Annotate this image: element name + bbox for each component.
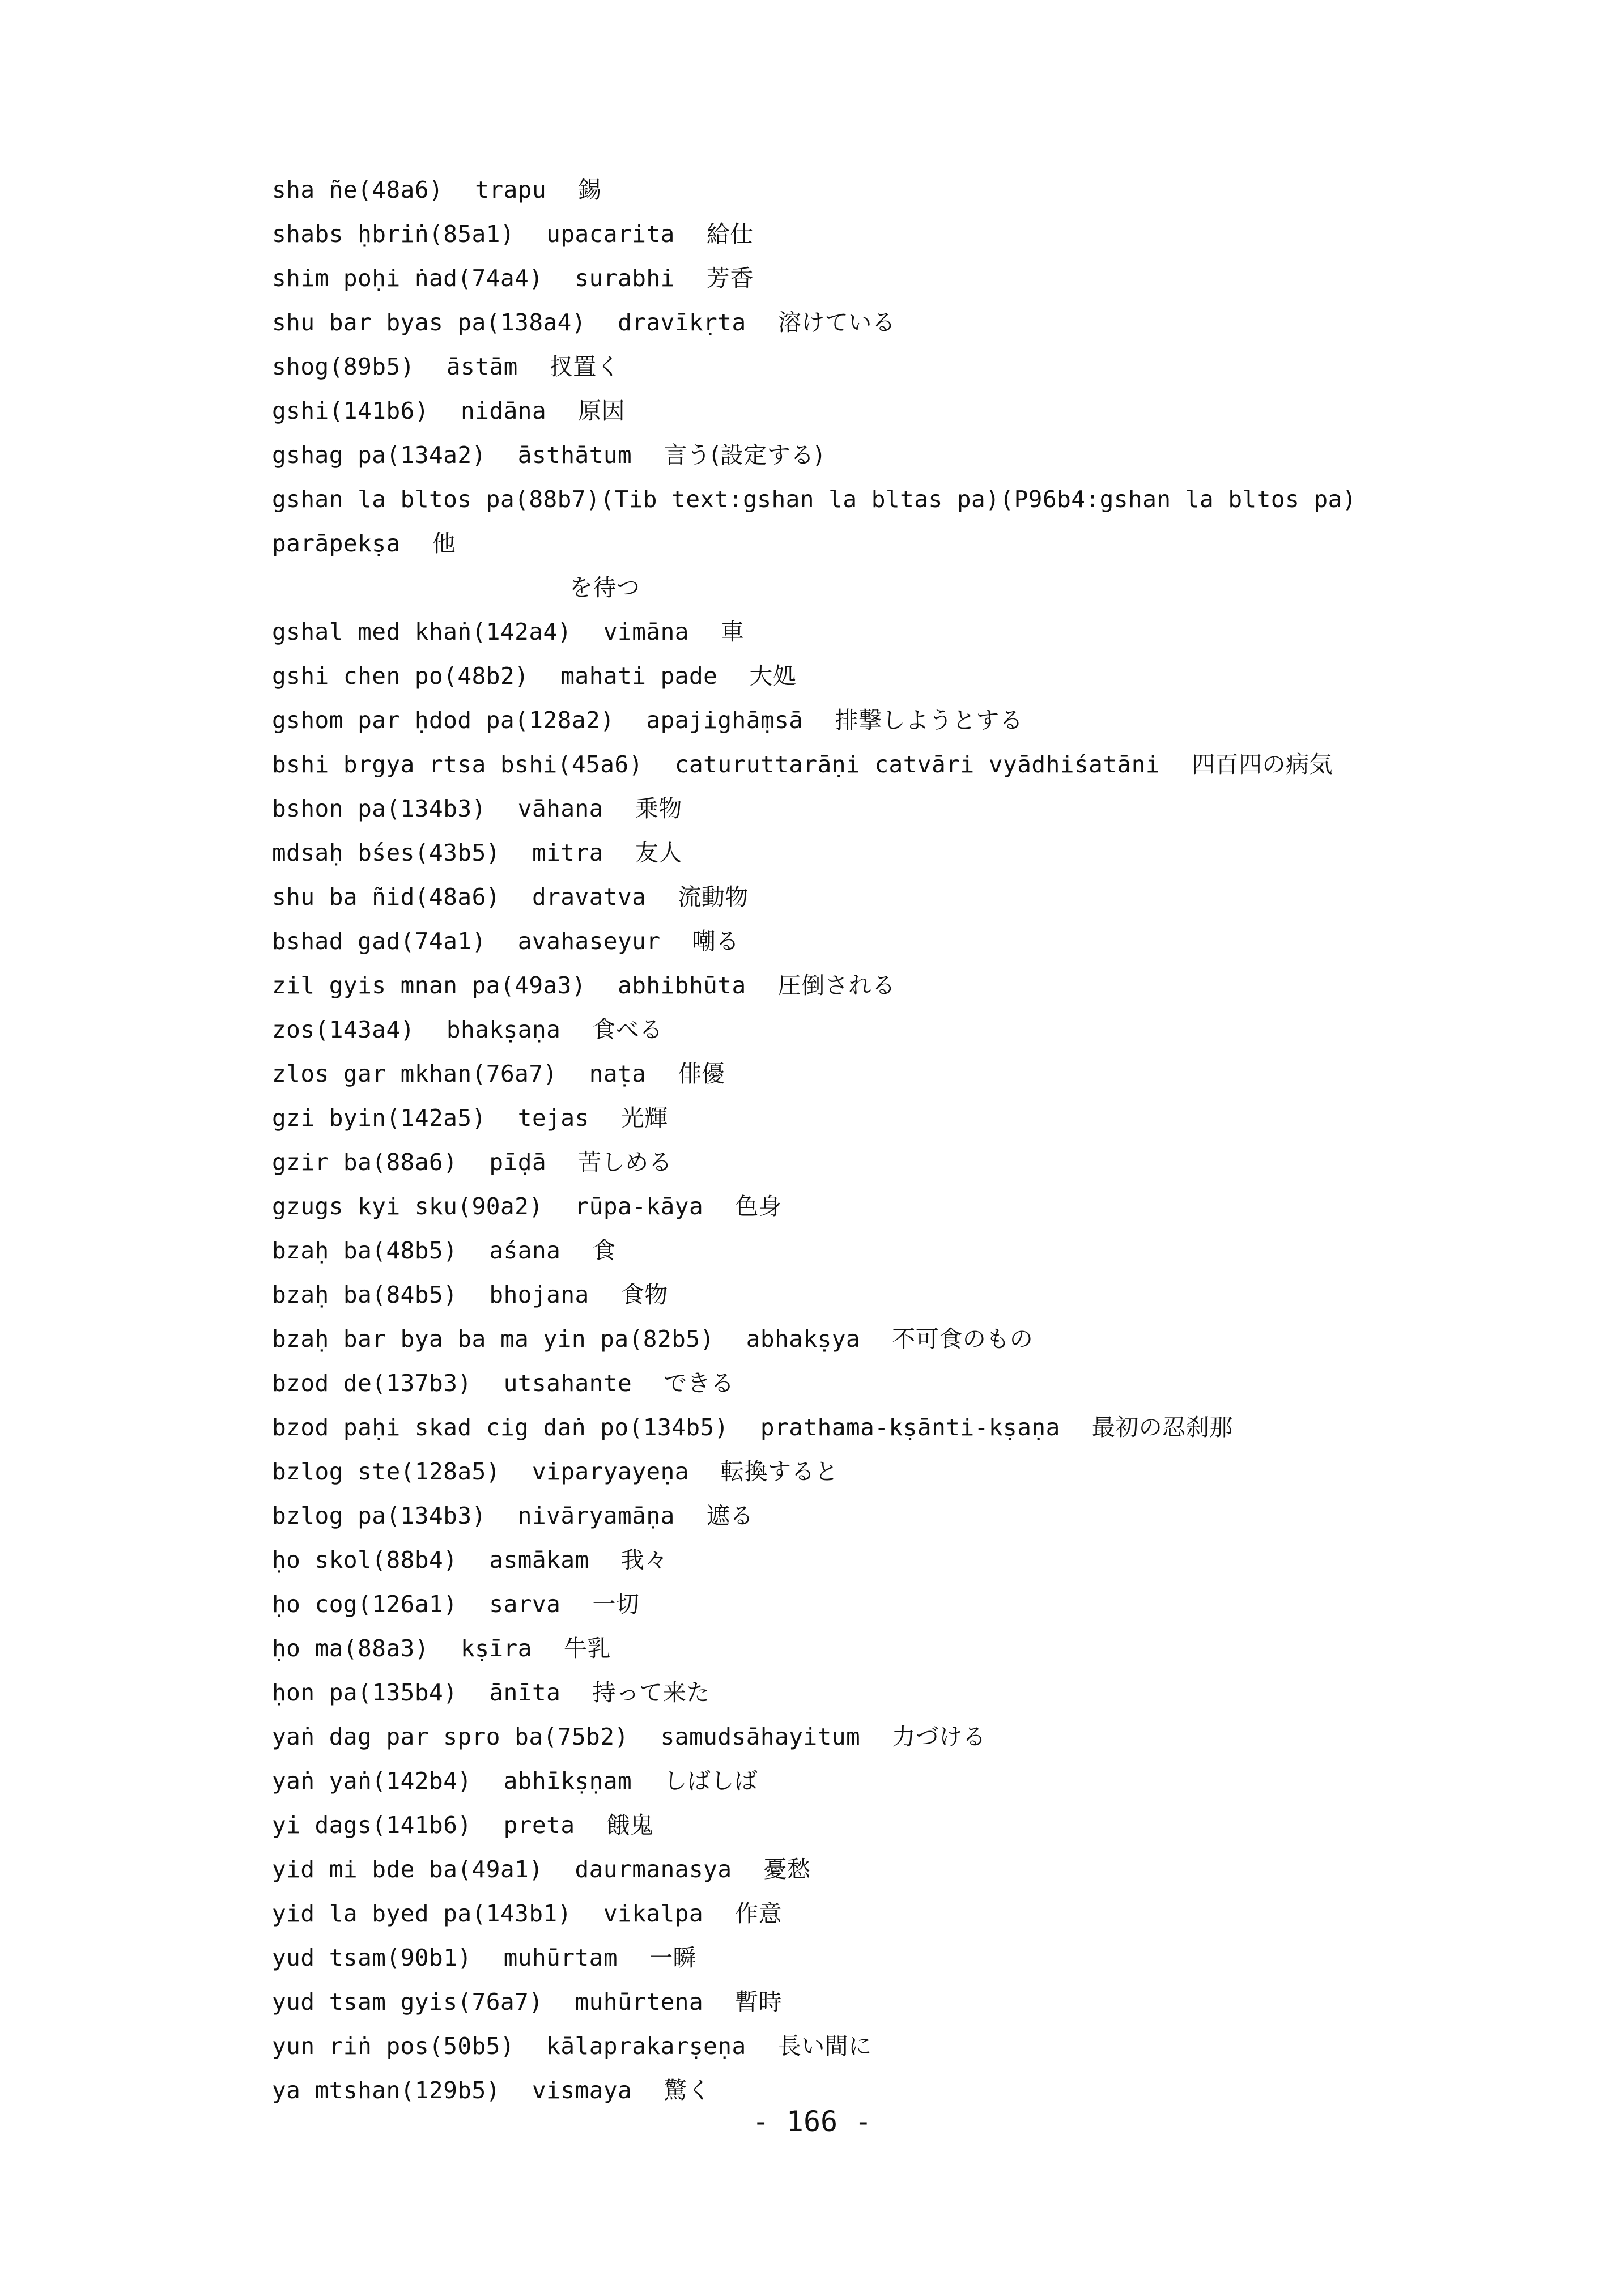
glossary-entry xyxy=(272,168,1490,212)
glossary-entry xyxy=(272,875,1490,919)
sanskrit-term: āstām xyxy=(446,353,518,380)
sanskrit-term: vikalpa xyxy=(603,1900,704,1927)
tibetan-term: ḥo cog(126a1) xyxy=(272,1591,458,1618)
tibetan-term: shabs ḥbriṅ(85a1) xyxy=(272,220,515,248)
glossary-entry xyxy=(272,1096,1490,1140)
glossary-entry xyxy=(272,786,1490,831)
japanese-gloss: 餓鬼 xyxy=(606,1812,654,1839)
glossary-entry xyxy=(272,742,1490,786)
glossary-entry xyxy=(272,1803,1490,1847)
tibetan-term: gshal med khaṅ(142a4) xyxy=(272,618,572,645)
tibetan-term: gshi chen po(48b2) xyxy=(272,662,529,690)
tibetan-term: bzod de(137b3) xyxy=(272,1370,472,1397)
sanskrit-term: kṣīra xyxy=(461,1635,532,1662)
tibetan-term: ḥo skol(88b4) xyxy=(272,1546,458,1574)
tibetan-term: shog(89b5) xyxy=(272,353,415,380)
japanese-gloss: 圧倒される xyxy=(777,972,896,999)
japanese-gloss: 最初の忍刹那 xyxy=(1091,1414,1233,1441)
glossary-entry xyxy=(272,654,1490,698)
glossary-entry xyxy=(272,1184,1490,1228)
tibetan-term: ḥo ma(88a3) xyxy=(272,1635,430,1662)
sanskrit-term: asmākam xyxy=(489,1546,589,1574)
tibetan-term: yud tsam gyis(76a7) xyxy=(272,1988,543,2016)
sanskrit-term: naṭa xyxy=(589,1060,647,1087)
sanskrit-term: aśana xyxy=(489,1237,561,1264)
tibetan-term: zlos gar mkhan(76a7) xyxy=(272,1060,558,1087)
sanskrit-term: dravīkṛta xyxy=(618,309,746,336)
japanese-gloss: 一切 xyxy=(592,1591,640,1618)
japanese-gloss: 暫時 xyxy=(735,1988,783,2016)
tibetan-term: gshag pa(134a2) xyxy=(272,441,486,469)
glossary-entry xyxy=(272,919,1490,963)
tibetan-term: shim poḥi ṅad(74a4) xyxy=(272,265,543,292)
japanese-gloss: 車 xyxy=(720,618,745,645)
tibetan-term: zil gyis mnan pa(49a3) xyxy=(272,972,586,999)
sanskrit-term: preta xyxy=(503,1812,575,1839)
glossary-entry xyxy=(272,963,1490,1007)
japanese-gloss: 色身 xyxy=(735,1193,783,1220)
tibetan-term: shu ba ñid(48a6) xyxy=(272,883,500,911)
glossary-entry xyxy=(272,389,1490,433)
japanese-gloss: 四百四の病気 xyxy=(1192,751,1333,778)
glossary-entry xyxy=(272,433,1490,477)
sanskrit-term: āsthātum xyxy=(517,441,632,469)
glossary-entry xyxy=(272,2024,1490,2068)
japanese-gloss: 錫 xyxy=(578,176,602,203)
japanese-gloss: 我々 xyxy=(620,1546,668,1574)
tibetan-term: bzlog pa(134b3) xyxy=(272,1502,486,1529)
japanese-gloss-continuation: を待つ xyxy=(569,574,640,601)
sanskrit-term: kālaprakarṣeṇa xyxy=(546,2033,746,2060)
tibetan-term: yid mi bde ba(49a1) xyxy=(272,1856,543,1883)
sanskrit-term: nidāna xyxy=(461,397,547,424)
tibetan-term: gshan la bltos pa(88b7)(Tib text:gshan la bltas pa)(P96b4:gshan la bltos pa) xyxy=(272,486,1357,513)
glossary-entry xyxy=(272,831,1490,875)
sanskrit-term: mahati pade xyxy=(560,662,718,690)
japanese-gloss: 乗物 xyxy=(635,795,682,822)
sanskrit-term: samudsāhayitum xyxy=(660,1723,861,1750)
sanskrit-term: vimāna xyxy=(603,618,689,645)
glossary-entry xyxy=(272,610,1490,654)
glossary-entry xyxy=(272,1715,1490,1759)
page-number: - 166 - xyxy=(752,2105,872,2138)
sanskrit-term: prathama-kṣānti-kṣaṇa xyxy=(760,1414,1060,1441)
glossary-entry xyxy=(272,1228,1490,1273)
japanese-gloss: 苦しめる xyxy=(578,1149,673,1176)
japanese-gloss: 牛乳 xyxy=(563,1635,611,1662)
sanskrit-term: caturuttarāṇi catvāri vyādhiśatāni xyxy=(674,751,1160,778)
glossary-list xyxy=(272,168,1490,2112)
japanese-gloss: 不可食のもの xyxy=(892,1325,1034,1353)
sanskrit-term: abhibhūta xyxy=(618,972,746,999)
tibetan-term: gzugs kyi sku(90a2) xyxy=(272,1193,543,1220)
japanese-gloss: 扠置く xyxy=(549,353,620,380)
japanese-gloss: 排撃しようとする xyxy=(835,707,1023,734)
glossary-entry xyxy=(272,345,1490,389)
glossary-entry xyxy=(272,1494,1490,1538)
glossary-entry xyxy=(272,300,1490,345)
tibetan-term: bzaḥ ba(84b5) xyxy=(272,1281,458,1308)
japanese-gloss: 俳優 xyxy=(678,1060,725,1087)
sanskrit-term: avahaseyur xyxy=(517,928,661,955)
tibetan-term: bzlog ste(128a5) xyxy=(272,1458,500,1485)
glossary-entry xyxy=(272,1538,1490,1582)
tibetan-term: gzi byin(142a5) xyxy=(272,1104,486,1132)
glossary-entry xyxy=(272,1361,1490,1405)
japanese-gloss: 作意 xyxy=(735,1900,783,1927)
tibetan-term: ya mtshan(129b5) xyxy=(272,2077,500,2104)
glossary-entry xyxy=(272,1847,1490,1891)
japanese-gloss: 食べる xyxy=(592,1016,663,1043)
japanese-gloss: 給仕 xyxy=(706,220,754,248)
sanskrit-term: abhakṣya xyxy=(746,1325,861,1353)
glossary-entry xyxy=(272,212,1490,256)
sanskrit-term: nivāryamāṇa xyxy=(517,1502,675,1529)
japanese-gloss: 持って来た xyxy=(592,1679,710,1706)
glossary-entry xyxy=(272,1626,1490,1670)
glossary-entry xyxy=(272,256,1490,300)
tibetan-term: yaṅ yaṅ(142b4) xyxy=(272,1767,472,1795)
glossary-entry xyxy=(272,1936,1490,1980)
japanese-gloss: 他 xyxy=(432,530,456,557)
sanskrit-term: rūpa-kāya xyxy=(575,1193,704,1220)
sanskrit-term: bhakṣaṇa xyxy=(446,1016,561,1043)
japanese-gloss: 一瞬 xyxy=(649,1944,697,1971)
glossary-entry xyxy=(272,1140,1490,1184)
japanese-gloss: 芳香 xyxy=(706,265,754,292)
japanese-gloss: 遮る xyxy=(706,1502,754,1529)
japanese-gloss: 驚く xyxy=(664,2077,711,2104)
japanese-gloss: 溶けている xyxy=(777,309,896,336)
tibetan-term: bzod paḥi skad cig daṅ po(134b5) xyxy=(272,1414,729,1441)
glossary-entry xyxy=(272,1052,1490,1096)
sanskrit-term: muhūrtena xyxy=(575,1988,704,2016)
tibetan-term: bshi brgya rtsa bshi(45a6) xyxy=(272,751,643,778)
tibetan-term: gshi(141b6) xyxy=(272,397,430,424)
sanskrit-term: abhīkṣṇam xyxy=(503,1767,632,1795)
japanese-gloss: 大処 xyxy=(749,662,797,690)
tibetan-term: bshad gad(74a1) xyxy=(272,928,486,955)
glossary-entry xyxy=(272,1317,1490,1361)
tibetan-term: yaṅ dag par spro ba(75b2) xyxy=(272,1723,629,1750)
glossary-entry xyxy=(272,1273,1490,1317)
sanskrit-term: vismaya xyxy=(532,2077,632,2104)
tibetan-term: gshom par ḥdod pa(128a2) xyxy=(272,707,615,734)
japanese-gloss: 流動物 xyxy=(678,883,749,911)
sanskrit-term: pīḍā xyxy=(489,1149,547,1176)
glossary-entry xyxy=(272,1007,1490,1052)
japanese-gloss: 食物 xyxy=(620,1281,668,1308)
japanese-gloss: 転換すると xyxy=(720,1458,839,1485)
tibetan-term: zos(143a4) xyxy=(272,1016,415,1043)
japanese-gloss: 言う(設定する) xyxy=(664,441,824,469)
tibetan-term: yi dags(141b6) xyxy=(272,1812,472,1839)
tibetan-term: yun riṅ pos(50b5) xyxy=(272,2033,515,2060)
glossary-entry xyxy=(272,477,1490,610)
tibetan-term: shu bar byas pa(138a4) xyxy=(272,309,586,336)
japanese-gloss: 友人 xyxy=(635,839,682,866)
tibetan-term: bshon pa(134b3) xyxy=(272,795,486,822)
glossary-entry xyxy=(272,1405,1490,1449)
japanese-gloss: 力づける xyxy=(892,1723,987,1750)
sanskrit-term: parāpekṣa xyxy=(272,530,401,557)
sanskrit-term: viparyayeṇa xyxy=(532,1458,689,1485)
sanskrit-term: apajighāṃsā xyxy=(646,707,804,734)
sanskrit-term: dravatva xyxy=(532,883,647,911)
tibetan-term: yid la byed pa(143b1) xyxy=(272,1900,572,1927)
tibetan-term: mdsaḥ bśes(43b5) xyxy=(272,839,500,866)
glossary-entry xyxy=(272,1582,1490,1626)
sanskrit-term: trapu xyxy=(475,176,547,203)
japanese-gloss: 光輝 xyxy=(620,1104,668,1132)
japanese-gloss: 嘲る xyxy=(692,928,739,955)
japanese-gloss: 長い間に xyxy=(777,2033,872,2060)
sanskrit-term: mitra xyxy=(532,839,603,866)
sanskrit-term: vāhana xyxy=(517,795,603,822)
sanskrit-term: sarva xyxy=(489,1591,561,1618)
japanese-gloss: 原因 xyxy=(578,397,626,424)
tibetan-term: bzaḥ bar bya ba ma yin pa(82b5) xyxy=(272,1325,715,1353)
japanese-gloss: 憂愁 xyxy=(763,1856,811,1883)
glossary-entry xyxy=(272,1449,1490,1494)
glossary-entry xyxy=(272,1980,1490,2024)
tibetan-term: ḥon pa(135b4) xyxy=(272,1679,458,1706)
sanskrit-term: utsahante xyxy=(503,1370,632,1397)
sanskrit-term: muhūrtam xyxy=(503,1944,618,1971)
sanskrit-term: ānīta xyxy=(489,1679,561,1706)
tibetan-term: bzaḥ ba(48b5) xyxy=(272,1237,458,1264)
japanese-gloss: できる xyxy=(664,1370,734,1397)
glossary-entry xyxy=(272,698,1490,742)
tibetan-term: gzir ba(88a6) xyxy=(272,1149,458,1176)
glossary-entry xyxy=(272,1759,1490,1803)
sanskrit-term: upacarita xyxy=(546,220,675,248)
glossary-entry xyxy=(272,1891,1490,1936)
sanskrit-term: bhojana xyxy=(489,1281,589,1308)
sanskrit-term: tejas xyxy=(517,1104,589,1132)
japanese-gloss: 食 xyxy=(592,1237,616,1264)
sanskrit-term: daurmanasya xyxy=(575,1856,732,1883)
glossary-entry xyxy=(272,1670,1490,1715)
sanskrit-term: surabhi xyxy=(575,265,675,292)
tibetan-term: sha ñe(48a6) xyxy=(272,176,444,203)
tibetan-term: yud tsam(90b1) xyxy=(272,1944,472,1971)
japanese-gloss: しばしば xyxy=(664,1767,758,1795)
